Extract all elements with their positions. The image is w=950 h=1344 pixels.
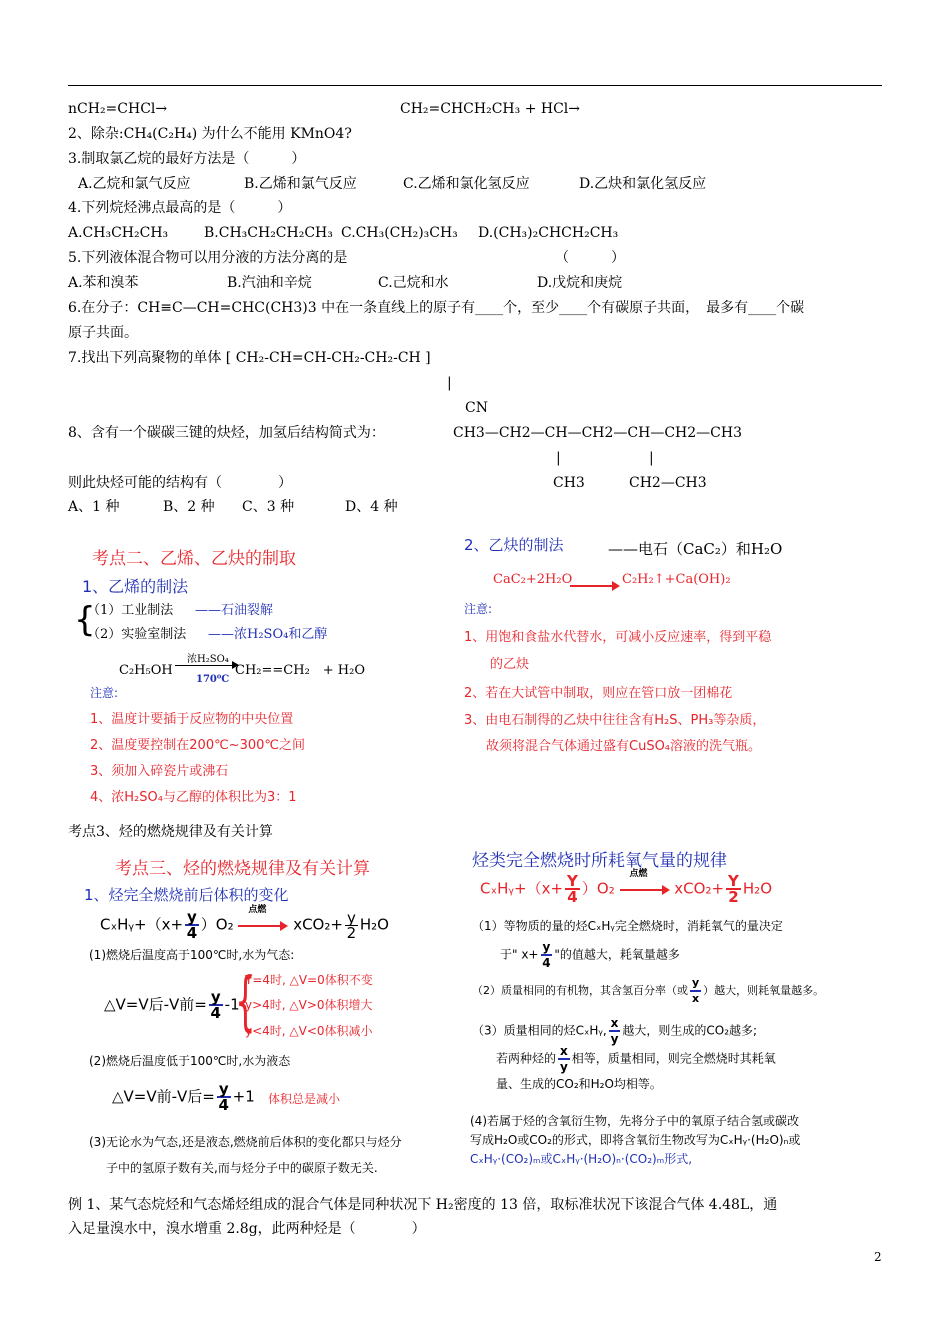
arrow-icon <box>620 885 670 895</box>
q1-right: CH₂=CHCH₂CH₃ + HCl→ <box>400 101 581 117</box>
q8-option: B、2 种 <box>163 499 215 515</box>
fraction: $\frac{x}{y}$ <box>559 1044 568 1074</box>
eq-part: xCO₂+ <box>293 915 343 934</box>
example-line2: 入足量溴水中，溴水增重 2.8g，此两种烃是（ ） <box>68 1221 426 1237</box>
eq-part: CₓHᵧ+（x+ <box>100 915 184 934</box>
volume-case: y<4时, △V<0体积减小 <box>245 1024 373 1038</box>
fraction: $\frac{Y}{4}$ <box>567 872 578 906</box>
q3-option: A.乙烷和氯气反应 <box>78 176 191 192</box>
section3-left-title: 考点三、烃的燃烧规律及有关计算 <box>115 859 370 879</box>
rule3-line2: 若两种烃的 $\frac{x}{y}$ 相等，质量相同，则完全燃烧时其耗氧 <box>496 1044 776 1074</box>
combustion-equation <box>100 905 389 942</box>
fraction: $\frac{x}{y}$ <box>610 1016 619 1046</box>
case2-heading: (2)燃烧后温度低于100℃时,水为液态 <box>89 1054 291 1068</box>
eq-part: ）O₂ <box>200 915 234 934</box>
acetylene-eq-left: CaC₂+2H₂O <box>493 572 573 587</box>
ethylene-method1-label: （1）工业制法 <box>87 603 174 618</box>
rule4-line1: (4)若属于烃的含氧衍生物，先将分子中的氧原子结合氢或碳改 <box>470 1114 800 1128</box>
volume-note: 体积总是减小 <box>268 1092 341 1106</box>
delta-v-liquid: △V=V前-V后= $\frac{y}{4}$ +1 <box>112 1080 255 1114</box>
rule1-line1: （1）等物质的量的烃CₓHᵧ完全燃烧时，消耗氧气的量决定 <box>472 919 783 933</box>
rule3-line1: （3）质量相同的烃CₓHᵧ, $\frac{x}{y}$ 越大，则生成的CO₂越多; <box>472 1016 758 1046</box>
ethylene-note: 2、温度要控制在200℃~300℃之间 <box>90 738 305 753</box>
q3-option: B.乙烯和氯气反应 <box>244 176 357 192</box>
q8-option: A、1 种 <box>68 499 120 515</box>
delta-v-gas: △V=V后-V前= $\frac{y}{4}$ -1 <box>104 988 240 1022</box>
brace-icon: { <box>235 965 256 1039</box>
eq-part: H₂O <box>359 915 389 934</box>
acetylene-note: 故须将混合气体通过盛有CuSO₄溶液的洗气瓶。 <box>486 739 762 754</box>
eq-condition: 点燃 <box>248 905 267 915</box>
acetylene-subtitle: ——电石（CaC₂）和H₂O <box>608 540 783 558</box>
acetylene-eq-arrow <box>570 575 620 594</box>
section3-right-title: 烃类完全燃烧时所耗氧气量的规律 <box>472 851 727 871</box>
q7-stem: 7.找出下列高聚物的单体 [ CH₂-CH=CH-CH₂-CH₂-CH ] <box>68 350 431 366</box>
ethylene-eq-left: C₂H₅OH <box>119 663 173 678</box>
ethylene-method2: ——浓H₂SO₄和乙醇 <box>208 627 328 642</box>
page-number: 2 <box>874 1250 882 1264</box>
rule1-line2: 于" x+ $\frac{y}{4}$ "的值越大，耗氧量越多 <box>500 940 680 970</box>
acetylene-note-label: 注意: <box>464 602 493 616</box>
fraction: $\frac{y}{4}$ <box>210 988 221 1022</box>
oxygen-equation: CₓHᵧ+（x+ $\frac{Y}{4}$ ）O₂ 点燃 xCO₂+ $\frac{Y}{2}$ H₂O <box>480 874 772 904</box>
brace-icon: { <box>74 600 96 640</box>
q5-stem: 5.下列液体混合物可以用分液的方法分离的是 <box>68 250 348 266</box>
q5-paren: （ ） <box>555 250 625 266</box>
q5-option: B.汽油和辛烷 <box>227 275 312 291</box>
ethylene-note: 3、须加入碎瓷片或沸石 <box>90 764 229 779</box>
q1-left: nCH₂=CHCl→ <box>68 101 168 117</box>
ethylene-method2-label: （2）实验室制法 <box>87 627 187 642</box>
fraction: $\frac{y}{x}$ <box>692 976 700 1005</box>
fraction: $\frac{y}{2}$ <box>346 908 357 942</box>
q2: 2、除杂:CH₄(C₂H₄) 为什么不能用 KMnO4? <box>68 126 352 142</box>
ethylene-eq-arrow <box>175 665 235 666</box>
volume-case: Y=4时, △V=0体积不变 <box>245 973 373 987</box>
q4-stem: 4.下列烷烃沸点最高的是（ ） <box>68 200 292 216</box>
q6-line1: 6.在分子：CH≡C—CH=CHC(CH3)3 中在一条直线上的原子有____个，至少____个有碳原子共面， 最多有____个碳 <box>68 300 805 316</box>
ethylene-eq-right: CH₂==CH₂ + H₂O <box>235 663 366 678</box>
acetylene-title: 2、乙炔的制法 <box>464 536 564 554</box>
q8-bond: | <box>556 450 561 466</box>
rule4-line3: CₓHᵧ·(CO₂)ₘ或CₓHᵧ·(H₂O)ₙ·(CO₂)ₘ形式, <box>470 1152 693 1166</box>
ethylene-note-label: 注意: <box>90 686 119 700</box>
ethylene-note: 4、浓H₂SO₄与乙醇的体积比为3：1 <box>90 790 297 805</box>
acetylene-note: 2、若在大试管中制取，则应在管口放一团棉花 <box>464 686 733 701</box>
q3-option: C.乙烯和氯化氢反应 <box>403 176 530 192</box>
ethylene-title: 1、乙烯的制法 <box>82 577 189 596</box>
q7-substituent: CN <box>465 400 488 416</box>
q8-line2: 则此炔烃可能的结构有（ ） <box>68 475 292 491</box>
rule2: （2）质量相同的有机物，其含氢百分率（或 $\frac{y}{x}$ ）越大，则耗氧量越多。 <box>472 976 825 1005</box>
q3-option: D.乙炔和氯化氢反应 <box>579 176 707 192</box>
section3-left-subtitle: 1、烃完全燃烧前后体积的变化 <box>84 886 289 904</box>
ethylene-eq-temp: 170⁰C <box>196 674 230 685</box>
ethylene-note: 1、温度计要插于反应物的中央位置 <box>90 712 294 727</box>
case1-heading: (1)燃烧后温度高于100℃时,水为气态: <box>89 948 295 962</box>
top-rule <box>68 85 882 86</box>
rule3-line3: 量、生成的CO₂和H₂O均相等。 <box>496 1077 662 1091</box>
q3-stem: 3.制取氯乙烷的最好方法是（ ） <box>68 151 306 167</box>
q8-bond: | <box>649 450 654 466</box>
fraction: $\frac{Y}{2}$ <box>728 872 739 906</box>
example-line1: 例 1、某气态烷烃和气态烯烃组成的混合气体是同种状况下 H₂密度的 13 倍，取标准状况下该混合气体 4.48L，通 <box>68 1197 778 1213</box>
q8-option: D、4 种 <box>345 499 398 515</box>
fraction: $\frac{y}{4}$ <box>218 1080 229 1114</box>
q4-option: A.CH₃CH₂CH₃ <box>68 225 169 241</box>
q4-option: C.CH₃(CH₂)₃CH₃ <box>341 225 458 241</box>
q4-option: D.(CH₃)₂CHCH₂CH₃ <box>478 225 619 241</box>
arrow-icon <box>570 581 620 591</box>
q7-bond: | <box>447 375 452 391</box>
volume-case: y>4时, △V>0体积增大 <box>245 998 373 1012</box>
q8-option: C、3 种 <box>242 499 295 515</box>
fraction: $\frac{y}{4}$ <box>186 908 198 942</box>
q5-option: C.己烷和水 <box>378 275 449 291</box>
fraction: $\frac{y}{4}$ <box>542 940 551 970</box>
acetylene-note: 3、由电石制得的乙炔中往往含有H₂S、PH₃等杂质， <box>464 713 766 728</box>
case3-line1: (3)无论水为气态,还是液态,燃烧前后体积的变化都只与烃分 <box>89 1135 402 1149</box>
q8-stem: 8、含有一个碳碳三键的炔烃，加氢后结构简式为： <box>68 425 385 441</box>
q5-option: A.苯和溴苯 <box>68 275 139 291</box>
q8-substituent: CH2—CH3 <box>629 475 707 491</box>
case3-line2: 子中的氢原子数有关,而与烃分子中的碳原子数无关. <box>106 1161 378 1175</box>
q6-line2: 原子共面。 <box>68 325 138 341</box>
q8-formula: CH3—CH2—CH—CH2—CH—CH2—CH3 <box>453 425 742 441</box>
acetylene-eq-right: C₂H₂↑+Ca(OH)₂ <box>622 572 731 587</box>
section2-title: 考点二、乙烯、乙炔的制取 <box>92 549 296 569</box>
acetylene-note: 的乙炔 <box>490 657 530 672</box>
q5-option: D.戊烷和庚烷 <box>537 275 623 291</box>
q4-option: B.CH₃CH₂CH₂CH₃ <box>204 225 333 241</box>
q8-substituent: CH3 <box>553 475 585 491</box>
arrow-icon <box>238 921 288 931</box>
ethylene-method1: ——石油裂解 <box>195 603 274 618</box>
section3-heading: 考点3、烃的燃烧规律及有关计算 <box>68 824 273 840</box>
eq-condition: 点燃 <box>629 869 648 879</box>
rule4-line2: 写成H₂O或CO₂的形式，即将含氧衍生物改写为CₓHᵧ·(H₂O)ₙ或 <box>470 1133 801 1147</box>
ethylene-eq-condition: 浓H₂SO₄ <box>187 654 229 665</box>
acetylene-note: 1、用饱和食盐水代替水，可减小反应速率，得到平稳 <box>464 630 772 645</box>
